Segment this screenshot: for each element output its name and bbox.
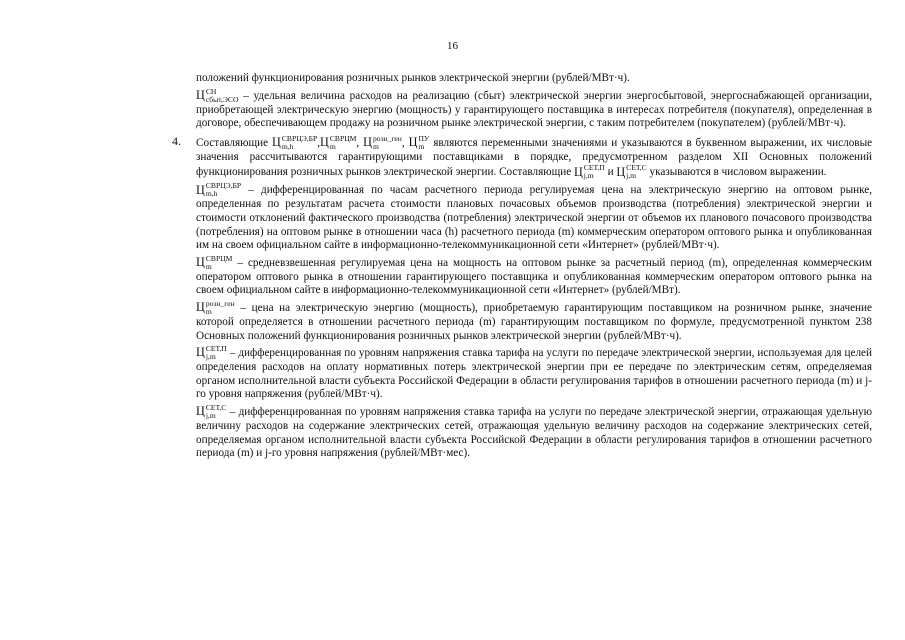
- paragraph-continuation: положений функционирования розничных рынков электрической энергии (рублей/МВт·ч).: [196, 72, 630, 84]
- symbol-c-svrcm: Ц СВРЦМ m: [320, 133, 357, 151]
- definition-c-sbyt-eso: Ц СН сбыт,ЭСО – удельная величина расходов на реализацию (сбыт) электрической энергии энергосбытовой, энергоснабжающей организации, приобретающей электрическую энергию (мощность) у гарантирующего поставщика в интересах потребителя (покупателя), определенная в договоре, обеспечивающем продажу на розничном рынке электрической энергии, с таким потребителем (покупателем) (рублей/МВт·ч).: [196, 86, 873, 130]
- symbol-label: Ц СЕТ,С j,m: [196, 402, 227, 420]
- definition-text: удельная величина расходов на реализацию (сбыт) электрической энергии энергосбытовой, энергоснабжающей организации, приобретающей электрическую энергию (мощность) у гарантирующего поставщика в интересах потребителя (покупателя), определенная в договоре, обеспечивающем продажу на розничном рынке электрической энергии, с таким потребителем (покупателем) (рублей/МВт·ч).: [196, 89, 873, 130]
- item-4-text: Составляющие Ц СВРЦЭ,БР m,h , Ц СВРЦМ m , Ц розн_ген m , Ц ПУ m являются переменными значениями и указываются в буквенном выражении, их числовые значения рассчитываются гарантирующими поставщиками в порядке, предусмотренном разделом XII Основных положений функционирования розничных рынков электрической энергии. Составляющие Ц СЕТ,П j,m и Ц СЕТ,С j,m указываются в числовом выражении.: [196, 133, 873, 181]
- definition-c-svrcm: Ц СВРЦМ m – средневзвешенная регулируемая цена на мощность на оптовом рынке за расчетный период (m), определенная коммерческим оператором оптового рынка в отношении гарантирующего поставщика и опубликованная коммерческим оператором оптового рынка на своем официальном сайте в информационно-телекоммуникационной сети «Интернет» (рублей/МВт).: [196, 253, 872, 297]
- definition-c-rozn-gen: Ц розн_ген m – цена на электрическую энергию (мощность), приобретаемую гарантирующим поставщиком на розничном рынке, значение которой определяется в отношении расчетного периода (m) гарантирующим поставщиком по формуле, предусмотренной пунктом 238 Основных положений функционирования розничных рынков электрической энергии (рублей/МВт·ч).: [196, 298, 872, 342]
- symbol-c-sbyt-eso: Ц СН сбыт,ЭСО: [196, 86, 239, 104]
- symbol-c-set-s: Ц СЕТ,С j,m: [616, 163, 647, 181]
- symbol-label: Ц СВРЦМ m: [196, 253, 233, 271]
- definition-text: дифференцированная по уровням напряжения ставка тарифа на услуги по передаче электрической энергии, используемая для целей определения расходов на оплату нормативных потерь электрической энергии при ее передаче по электрическим сетям, определяемая органом исполнительной власти субъекта Российской Федерации в области регулирования тарифов в отношении расчетного периода (m) и j-го уровня напряжения (рублей/МВт·ч).: [196, 347, 873, 401]
- symbol-label: Ц розн_ген m: [196, 298, 235, 316]
- list-item-number: 4.: [172, 133, 181, 148]
- symbol-c-pu: Ц ПУ m: [408, 133, 430, 151]
- definition-c-set-p: Ц СЕТ,П j,m – дифференцированная по уровням напряжения ставка тарифа на услуги по передаче электрической энергии, используемая для целей определения расходов на оплату нормативных потерь электрической энергии при ее передаче по электрическим сетям, определяемая органом исполнительной власти субъекта Российской Федерации в области регулирования тарифов в отношении расчетного периода (m) и j-го уровня напряжения (рублей/МВт·ч).: [196, 344, 873, 401]
- definition-text: цена на электрическую энергию (мощность), приобретаемую гарантирующим поставщиком на розничном рынке, значение которой определяется в отношении расчетного периода (m) гарантирующим поставщиком по формуле, предусмотренной пунктом 238 Основных положений функционирования розничных рынков электрической энергии (рублей/МВт·ч).: [196, 302, 872, 342]
- symbol-c-set-p: Ц СЕТ,П j,m: [573, 163, 605, 181]
- symbol-label: Ц СЕТ,П j,m: [196, 344, 227, 362]
- definition-text: дифференцированная по часам расчетного периода регулируемая цена на электрическую энергию на оптовом рынке, определенная по результатам расчета стоимости плановых почасовых объемов производства (потребления) электрической энергии и стоимости отклонений фактического производства (потребления) электрической энергии от объемов их планового почасового производства (потребления) на оптовом рынке в отношении часа (h) расчетного периода (m) коммерческим оператором оптового рынка и опубликованная им на своем официальном сайте в информационно-телекоммуникационной сети «Интернет» (рублей/МВт·ч).: [196, 184, 873, 252]
- symbol-c-svrce-br: Ц СВРЦЭ,БР m,h: [272, 133, 318, 151]
- definition-text: средневзвешенная регулируемая цена на мощность на оптовом рынке за расчетный период (m), определенная коммерческим оператором оптового рынка в отношении гарантирующего поставщика и опубликованная коммерческим оператором оптового рынка на своем официальном сайте в информационно-телекоммуникационной сети «Интернет» (рублей/МВт).: [196, 256, 872, 297]
- definition-c-svrce-br: Ц СВРЦЭ,БР m,h – дифференцированная по часам расчетного периода регулируемая цена на электрическую энергию на оптовом рынке, определенная по результатам расчета стоимости плановых почасовых объемов производства (потребления) электрической энергии и стоимости отклонений фактического производства (потребления) электрической энергии от объемов их планового почасового производства (потребления) на оптовом рынке в отношении часа (h) расчетного периода (m) коммерческим оператором оптового рынка и опубликованная им на своем официальном сайте в информационно-телекоммуникационной сети «Интернет» (рублей/МВт·ч).: [196, 181, 873, 252]
- list-item-4: [172, 133, 873, 181]
- symbol-c-rozn-gen: Ц розн_ген m: [363, 133, 402, 151]
- definition-c-set-s: Ц СЕТ,С j,m – дифференцированная по уровням напряжения ставка тарифа на услуги по передаче электрической энергии, отражающая удельную величину расходов на содержание электрических сетей, отражающая удельную величину расходов на содержание электрических сетей, определяемая органом исполнительной власти субъекта Российской Федерации в области регулирования тарифов в отношении расчетного периода (m) и j-го уровня напряжения (рублей/МВт·мес).: [196, 402, 873, 460]
- symbol-label: Ц СВРЦЭ,БР m,h: [196, 181, 242, 199]
- document-body: [172, 72, 873, 461]
- page-number: 16: [447, 40, 458, 52]
- definition-text: дифференцированная по уровням напряжения ставка тарифа на услуги по передаче электрической энергии, отражающая удельную величину расходов на содержание электрических сетей, отражающая удельную величину расходов на содержание электрических сетей, определяемая органом исполнительной власти субъекта Российской Федерации в области регулирования тарифов в отношении расчетного периода (m) и j-го уровня напряжения (рублей/МВт·мес).: [196, 406, 873, 460]
